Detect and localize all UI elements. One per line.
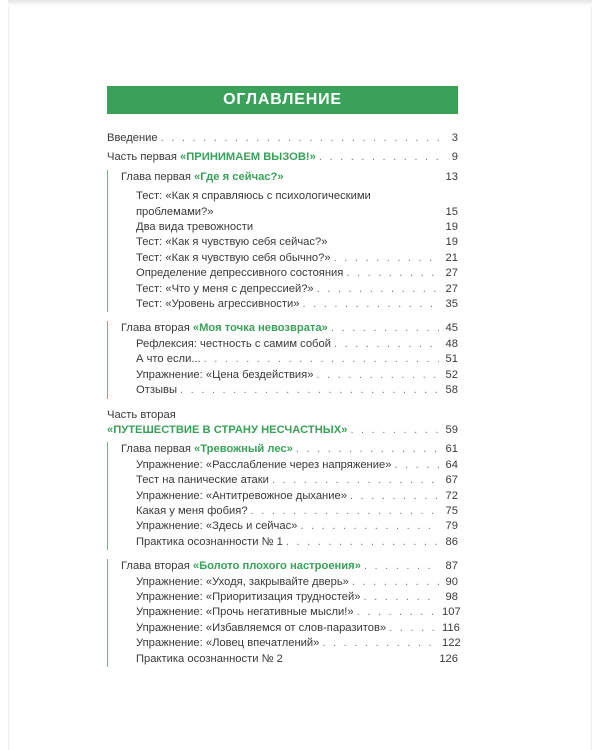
- toc-entry-label: Введение: [107, 132, 158, 144]
- toc-chapter-2-2[interactable]: [121, 559, 458, 574]
- toc-item[interactable]: [136, 297, 458, 312]
- leader-dots: [317, 282, 439, 297]
- toc-entry-page: 35: [445, 298, 458, 311]
- chapter-prefix: Глава вторая: [121, 322, 190, 335]
- toc-entry-label: Тест: «Что у меня с депрессией?»: [136, 282, 314, 295]
- toc-entry-label: Какая у меня фобия?: [136, 504, 248, 517]
- toc-entry-label: Упражнение: «Прочь негативные мысли!»: [136, 606, 354, 619]
- toc-item[interactable]: [136, 251, 458, 266]
- toc-item[interactable]: [136, 352, 458, 367]
- chapter-group-1-2: [107, 321, 458, 398]
- chapter-group-2-2: [107, 559, 461, 667]
- toc-entry-page: 79: [445, 520, 458, 533]
- toc-header-banner: [107, 86, 458, 114]
- toc-entry-label: Тест: «Как я справляюсь с психологическими проблемами?»: [136, 190, 371, 218]
- toc-item[interactable]: [136, 383, 458, 398]
- toc-entry-page: 75: [445, 504, 458, 517]
- toc-item[interactable]: [136, 535, 458, 550]
- toc-chapter-1-2[interactable]: [121, 321, 458, 336]
- leader-dots: [319, 150, 439, 165]
- leader-dots: [352, 575, 439, 590]
- leader-dots: [364, 559, 439, 574]
- part-prefix: Часть первая: [107, 151, 177, 164]
- leader-dots: [300, 519, 439, 534]
- toc-item[interactable]: [136, 636, 461, 651]
- toc-item[interactable]: [136, 489, 458, 504]
- leader-dots: [394, 458, 439, 473]
- toc-entry-page: 19: [445, 221, 458, 234]
- page-top-shadow: [8, 0, 592, 6]
- toc-part-2[interactable]: [107, 408, 458, 439]
- toc-entry-label: Рефлексия: честность с самим собой: [136, 337, 331, 350]
- toc-entry-page: 116: [442, 621, 460, 634]
- toc-title: ОГЛАВЛЕНИЕ: [223, 91, 342, 108]
- toc-entry-page: 13: [445, 170, 458, 183]
- toc-chapter-1-1[interactable]: [121, 170, 458, 185]
- toc-entry-page: 122: [442, 637, 461, 650]
- leader-dots: [350, 489, 439, 504]
- toc-item[interactable]: [136, 266, 458, 281]
- leader-dots: [357, 605, 439, 620]
- leader-dots: [296, 442, 439, 457]
- chapter-group-1-1: [107, 170, 458, 313]
- toc-chapter-2-1[interactable]: [121, 442, 458, 457]
- leader-dots: [286, 535, 439, 550]
- toc-entry-label: Упражнение: «Уходя, закрывайте дверь»: [136, 575, 349, 588]
- toc-entry-page: 98: [445, 590, 458, 603]
- toc-item[interactable]: [136, 652, 458, 667]
- toc-entry-label: Практика осознанности № 1: [136, 535, 283, 548]
- toc-entry-page: 61: [445, 443, 458, 456]
- part-title: «ПУТЕШЕСТВИЕ В СТРАНУ НЕСЧАСТНЫХ»: [107, 423, 348, 436]
- leader-dots: [334, 337, 439, 352]
- toc-entry-page: 72: [445, 489, 458, 502]
- leader-dots: [303, 297, 439, 312]
- toc-entry-page: 64: [445, 458, 458, 471]
- chapter-prefix: Глава первая: [121, 443, 191, 456]
- toc-item[interactable]: [136, 473, 458, 488]
- toc-entry-intro[interactable]: [107, 131, 458, 146]
- chapter-title: «Болото плохого настроения»: [192, 560, 361, 573]
- toc-item[interactable]: [136, 368, 458, 383]
- leader-dots: [346, 266, 439, 281]
- toc-item[interactable]: [136, 337, 458, 352]
- toc-entry-label: Упражнение: «Расслабление через напряжение»: [136, 458, 392, 471]
- toc-entry-page: 9: [451, 151, 458, 164]
- chapter-title: «Тревожный лес»: [194, 443, 293, 456]
- leader-dots: [322, 636, 439, 651]
- toc-entry-page: 21: [445, 251, 458, 264]
- toc-entry-label: Два вида тревожности: [136, 221, 254, 234]
- leader-dots: [389, 621, 439, 636]
- chapter-group-2-1: [107, 442, 458, 550]
- chapter-title: «Моя точка невозврата»: [192, 322, 328, 335]
- toc-entry-label: Тест: «Как я чувствую себя сейчас?»: [136, 236, 328, 249]
- toc-item[interactable]: [136, 504, 458, 519]
- toc-item[interactable]: [136, 575, 458, 590]
- toc-item[interactable]: [136, 621, 458, 636]
- toc-entry-label: Упражнение: «Цена бездействия»: [136, 368, 314, 381]
- toc-entry-page: 90: [445, 575, 458, 588]
- toc-item[interactable]: [136, 519, 458, 534]
- toc-entry-label: Практика осознанности № 2: [136, 652, 283, 665]
- toc-item[interactable]: [136, 220, 458, 235]
- toc-entry-page: 59: [445, 423, 458, 436]
- toc-item[interactable]: [136, 189, 458, 220]
- toc-entry-page: 19: [445, 236, 458, 249]
- toc-entry-page: 52: [445, 368, 458, 381]
- toc-entry-page: 107: [442, 606, 461, 619]
- leader-dots: [334, 251, 439, 266]
- chapter-prefix: Глава первая: [121, 170, 191, 183]
- part-prefix: Часть вторая: [107, 408, 176, 421]
- toc-entry-page: 27: [445, 282, 458, 295]
- toc-entry-label: Тест: «Уровень агрессивности»: [136, 298, 300, 311]
- part-title: «ПРИНИМАЕМ ВЫЗОВ!»: [180, 151, 316, 164]
- leader-dots: [331, 321, 439, 336]
- leader-dots: [350, 423, 439, 438]
- toc-item[interactable]: [136, 605, 461, 620]
- leader-dots: [161, 131, 439, 146]
- toc-entry-page: 58: [445, 384, 458, 397]
- toc-item[interactable]: [136, 458, 458, 473]
- leader-dots: [204, 352, 439, 367]
- toc-entry-label: Тест: «Как я чувствую себя обычно?»: [136, 251, 331, 264]
- toc-item[interactable]: [136, 590, 458, 605]
- toc-entry-page: 126: [439, 652, 458, 665]
- toc-entry-label: Упражнение: «Ловец впечатлений»: [136, 637, 320, 650]
- toc-entry-label: Упражнение: «Здесь и сейчас»: [136, 520, 298, 533]
- toc-entry-label: Упражнение: «Избавляемся от слов-паразитов»: [136, 621, 387, 634]
- leader-dots: [364, 590, 440, 605]
- toc-entry-page: 51: [445, 353, 458, 366]
- toc-part-1[interactable]: [107, 150, 458, 165]
- toc-entry-page: 48: [445, 337, 458, 350]
- toc-entry-label: Определение депрессивного состояния: [136, 267, 344, 280]
- leader-dots: [272, 473, 439, 488]
- toc-item[interactable]: [136, 235, 458, 250]
- chapter-prefix: Глава вторая: [121, 560, 190, 573]
- toc-entry-page: 86: [445, 535, 458, 548]
- toc-entry-page: 3: [451, 132, 458, 144]
- leader-dots: [180, 383, 439, 398]
- toc-entry-label: Упражнение: «Антитревожное дыхание»: [136, 489, 347, 502]
- toc-entry-page: 15: [445, 205, 458, 218]
- toc-entry-label: Упражнение: «Приоритизация трудностей»: [136, 590, 361, 603]
- toc-entry-page: 67: [445, 474, 458, 487]
- toc-item[interactable]: [136, 282, 458, 297]
- toc-entry-label: Тест на панические атаки: [136, 474, 269, 487]
- leader-dots: [251, 504, 439, 519]
- toc-entry-page: 87: [445, 560, 458, 573]
- toc-entry-page: 27: [445, 267, 458, 280]
- chapter-title: «Где я сейчас?»: [194, 170, 284, 183]
- table-of-contents: [107, 131, 461, 667]
- leader-dots: [316, 368, 439, 383]
- toc-entry-page: 45: [445, 322, 458, 335]
- toc-entry-label: А что если...: [136, 353, 201, 366]
- toc-entry-label: Отзывы: [136, 384, 177, 397]
